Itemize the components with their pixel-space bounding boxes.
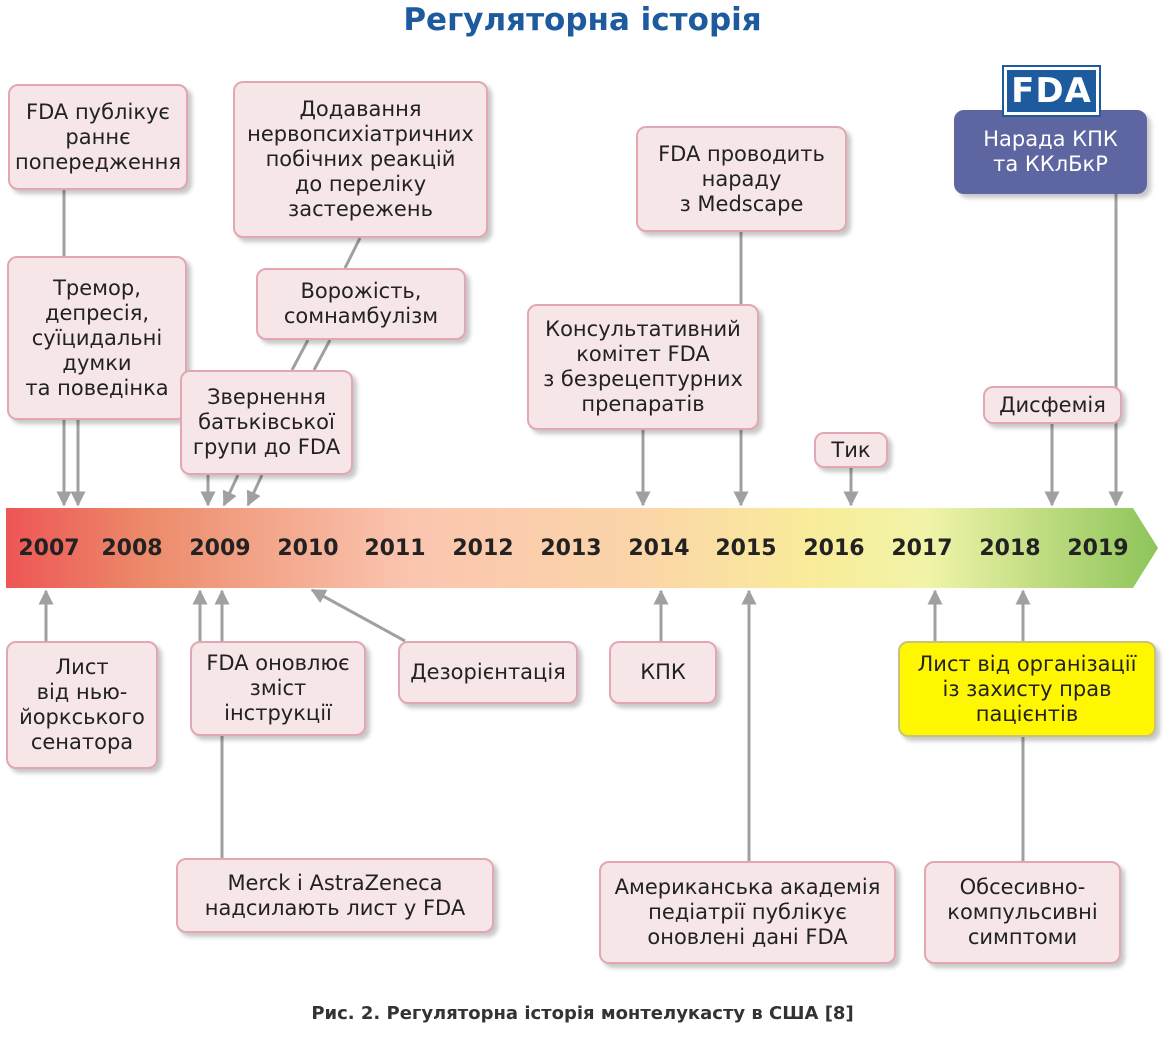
event-kpk: КПК (609, 641, 717, 704)
event-disorientation: Дезорієнтація (398, 641, 578, 704)
connector-hostility-2 (314, 340, 330, 370)
event-aap-publication: Американська академія педіатрії публікує оновлені дані FDA (599, 861, 896, 964)
event-merck-astrazeneca-letter: Merck і AstraZeneca надсилають лист у FDA (176, 858, 494, 933)
event-hostility-somnambulism: Ворожість, сомнамбулізм (256, 268, 466, 340)
year-label-2014: 2014 (628, 536, 690, 561)
connector-hostility-1 (292, 340, 308, 370)
year-label-2008: 2008 (101, 536, 163, 561)
event-parent-group-appeal: Звернення батьківської групи до FDA (180, 370, 353, 475)
event-early-warning: FDA публікує раннє попередження (8, 84, 188, 190)
year-label-2019: 2019 (1067, 536, 1129, 561)
fda-logo: FDA (1004, 67, 1099, 115)
page-title: Регуляторна історія (403, 2, 762, 38)
event-neuropsychiatric-additions: Додавання нервопсихіатричних побічних реакцій до переліку застережень (233, 81, 488, 238)
event-medscape-meeting: FDA проводить нараду з Medscape (636, 126, 847, 232)
year-label-2017: 2017 (891, 536, 953, 561)
year-label-2018: 2018 (979, 536, 1041, 561)
connector-parent-2 (224, 475, 238, 505)
event-dysphemia: Дисфемія (983, 386, 1122, 424)
event-otc-advisory-committee: Консультативний комітет FDA з безрецептурних препаратів (527, 304, 759, 430)
event-fda-label-update: FDA оновлює зміст інструкції (190, 641, 366, 736)
connector-parent-3 (248, 475, 262, 505)
year-label-2013: 2013 (540, 536, 602, 561)
event-tic: Тик (814, 432, 888, 468)
connector-additions (345, 238, 360, 268)
event-patient-rights-letter: Лист від організації із захисту прав пацієнтів (898, 641, 1156, 737)
connector-disorientation (312, 590, 405, 641)
figure-caption: Рис. 2. Регуляторна історія монтелукасту в США [8] (311, 1003, 854, 1024)
event-ocd-symptoms: Обсесивно- компульсивні симптоми (924, 861, 1121, 964)
year-label-2016: 2016 (803, 536, 865, 561)
event-ny-senator-letter: Лист від нью- йоркського сенатора (6, 641, 158, 769)
event-kpk-kklbkr-meeting: Нарада КПК та ККлБкР (954, 110, 1147, 194)
event-tremor-depression: Тремор, депресія, суїцидальні думки та поведінка (7, 256, 187, 420)
year-label-2015: 2015 (715, 536, 777, 561)
year-label-2011: 2011 (364, 536, 426, 561)
year-label-2012: 2012 (452, 536, 514, 561)
year-label-2007: 2007 (18, 536, 80, 561)
year-label-2009: 2009 (189, 536, 251, 561)
year-label-2010: 2010 (277, 536, 339, 561)
